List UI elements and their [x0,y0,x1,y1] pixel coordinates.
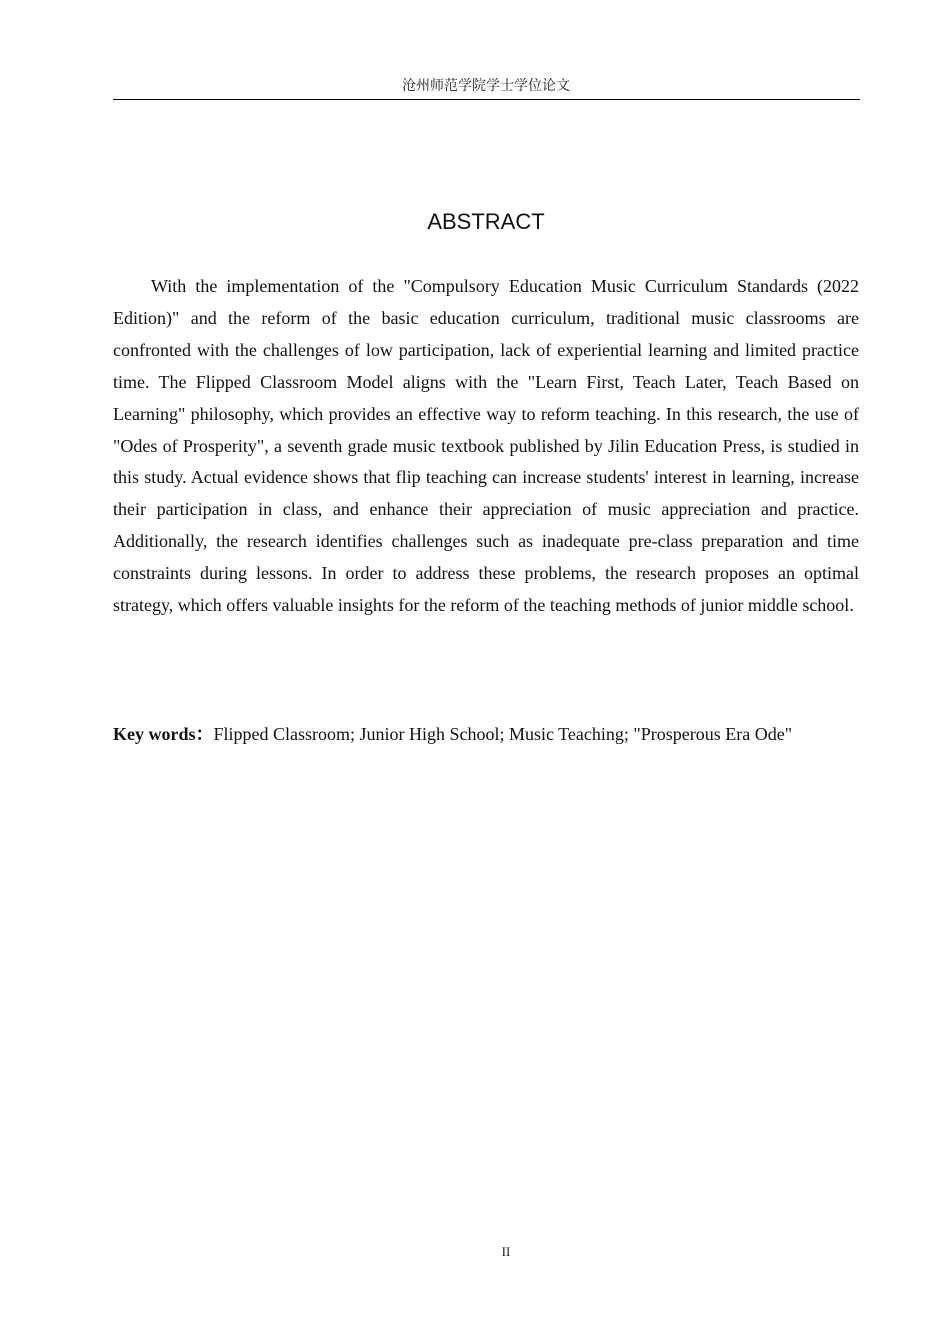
header-rule [113,99,860,100]
page-number: II [501,1244,511,1259]
abstract-title: ABSTRACT [427,209,545,234]
keywords-label: Key words： [113,724,214,744]
keywords-text: Flipped Classroom; Junior High School; Music Teaching; "Prosperous Era Ode" [213,724,793,744]
keywords-paragraph [113,718,859,750]
running-header: 沧州师范学院学士学位论文 [402,78,570,94]
abstract-body: With the implementation of the "Compulsory Education Music Curriculum Standards (2022 Edition)" and the reform of the basic education curriculum, traditional music classrooms are confronted with the challenges of low participation, lack of experiential learning and limited practice time. The Flipped Classroom Model aligns with the "Learn First, Teach Later, Teach Based on Learning" philosophy, which provides an effective way to reform teaching. In this research, the use of "Odes of Prosperity", a seventh grade music textbook published by Jilin Education Press, is studied in this study. Actual evidence shows that flip teaching can increase students' interest in learning, increase their participation in class, and enhance their appreciation of music appreciation and practice. Additionally, the research identifies challenges such as inadequate pre-class preparation and time constraints during lessons. In order to address these problems, the research proposes an optimal strategy, which offers valuable insights for the reform of the teaching methods of junior middle school. [113,276,859,616]
